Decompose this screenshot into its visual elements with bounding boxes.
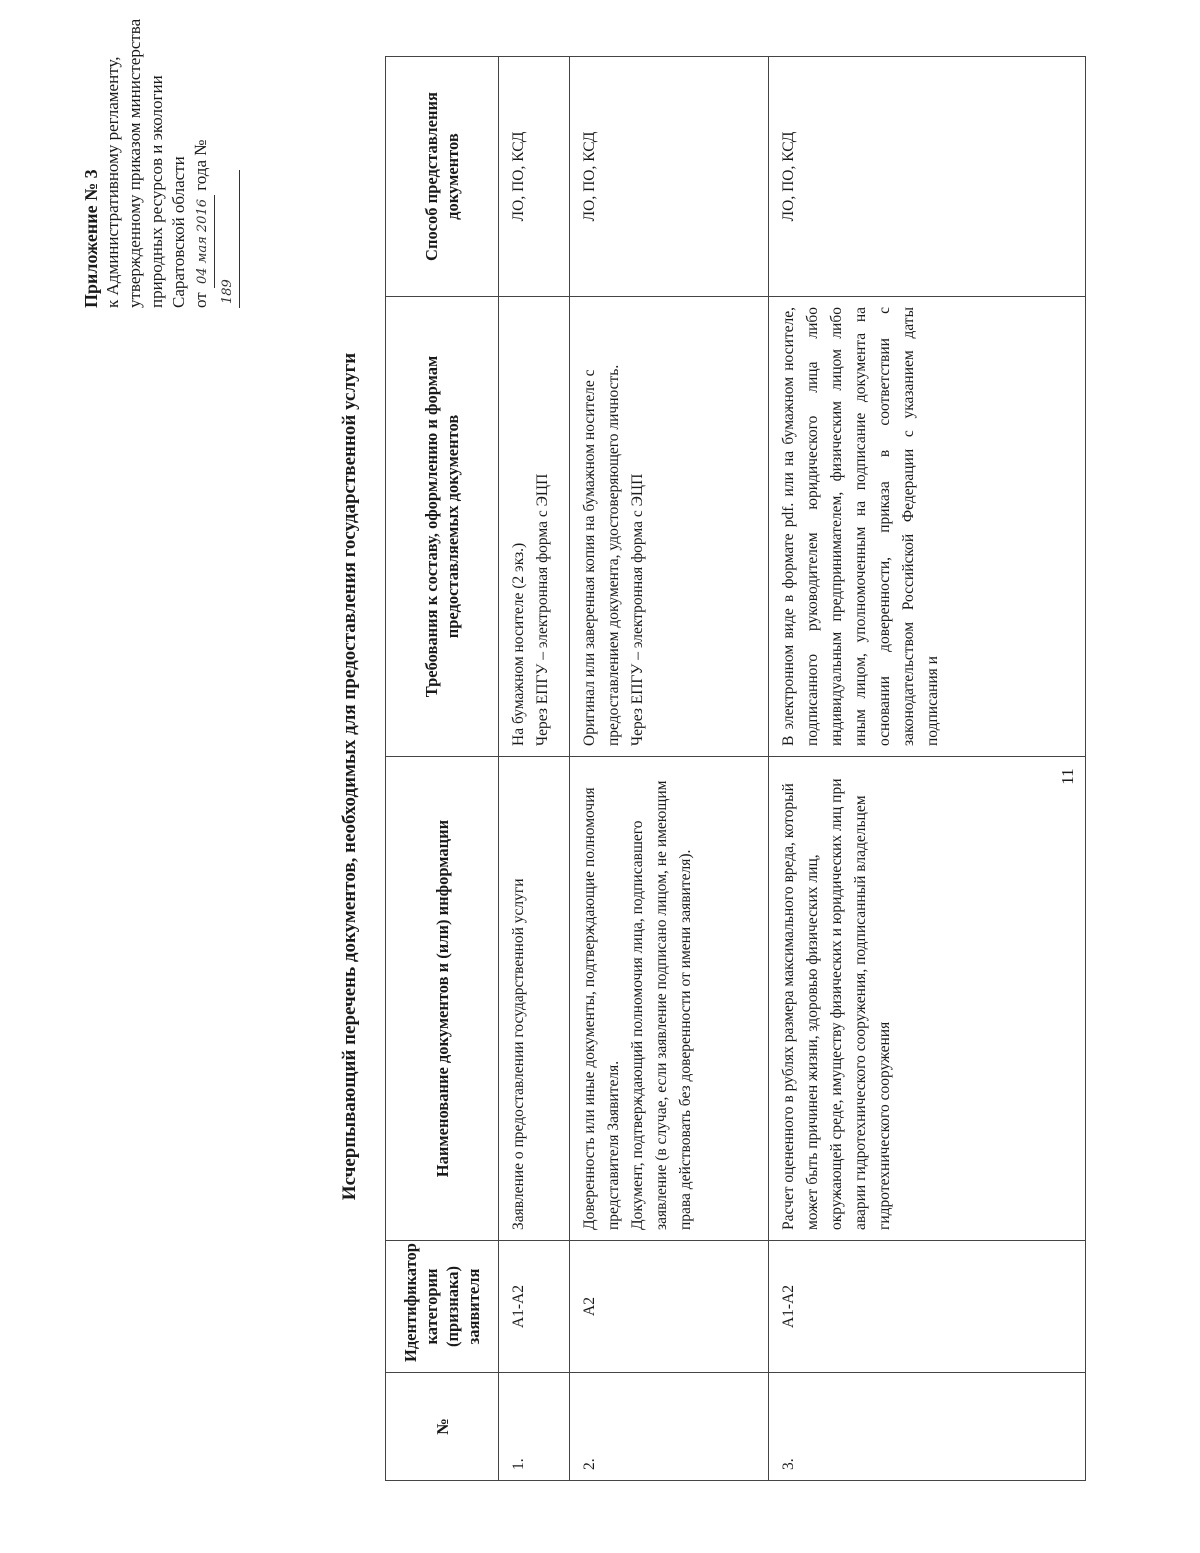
row-number: 1. [499, 1373, 570, 1481]
requirements [499, 297, 570, 757]
document-name [769, 757, 1086, 1241]
requirement-line: Оригинал или заверенная копия на бумажном носителе с предоставлением документа, удостоверяющего личность. [581, 364, 622, 746]
document-name-line: Документ, подтверждающий полномочия лица, подписавшего заявление (в случае, если заявление подписано лицом, не имеющим права действовать без доверенности от имени заявителя). [629, 780, 694, 1230]
requirement-line: На бумажном носителе (2 экз.) [510, 542, 527, 746]
handwritten-date: 04 мая 2016 [195, 199, 210, 285]
header-submission-method: Способ представления документов [386, 57, 499, 297]
requirement-line: В электронном виде в формате pdf. или на бумажном носителе, подписанного руководителем юридического лица либо индивидуальным предпринимателем, физическим лицом либо иным лицом, уполномоченным на подписание документа на основании доверенности, приказа в соответствии с законодательством Российской Федерации с указанием даты подписания и [780, 307, 941, 746]
header-num: № [386, 1373, 499, 1481]
appendix-block [80, 8, 240, 308]
row-number: 3. [769, 1373, 1086, 1481]
appendix-date-line [190, 8, 240, 308]
page-number: 11 [1058, 768, 1077, 785]
requirements [570, 297, 769, 757]
header-requirements: Требования к составу, оформлению и формам предоставляемых документов [386, 297, 499, 757]
appendix-line-1: к Административному регламенту, [103, 56, 122, 308]
document-name-line: Расчет оцененного в рублях размера максимального вреда, который может быть причинен жизни, здоровью физических лиц, окружающей среде, имуществу физических и юридических лиц при аварии гидротехнического сооружения, подписанный владельцем гидротехнического сооружения [780, 778, 893, 1230]
appendix-line-2: утвержденному приказом министерства [125, 18, 144, 308]
handwritten-number: 189 [220, 279, 235, 304]
submission-method: ЛО, ПО, КСД [769, 57, 1086, 297]
applicant-category: А1-А2 [499, 1241, 570, 1373]
requirements [769, 297, 1086, 757]
document-name-line: Заявление о предоставлении государственной услуги [510, 878, 527, 1230]
row-number: 2. [570, 1373, 769, 1481]
table-header-row [386, 57, 499, 1481]
submission-method: ЛО, ПО, КСД [570, 57, 769, 297]
document-name-line: Доверенность или иные документы, подтверждающие полномочия представителя Заявителя. [581, 787, 622, 1230]
applicant-category: А2 [570, 1241, 769, 1373]
documents-table [385, 56, 1086, 1481]
appendix-line-3: природных ресурсов и экологии [147, 75, 166, 308]
appendix-title: Приложение № 3 [81, 169, 101, 308]
table-row [499, 57, 570, 1481]
header-document-name: Наименование документов и (или) информации [386, 757, 499, 1241]
header-applicant-id: Идентификатор категории (признака) заявителя [386, 1241, 499, 1373]
table-row [769, 57, 1086, 1481]
document-name [499, 757, 570, 1241]
requirement-line: Через ЕПГУ – электронная форма с ЭЦП [534, 473, 551, 746]
submission-method: ЛО, ПО, КСД [499, 57, 570, 297]
number-label: № [191, 139, 210, 156]
year-label: года [191, 159, 210, 191]
document-name [570, 757, 769, 1241]
table-row [570, 57, 769, 1481]
applicant-category: А1-А2 [769, 1241, 1086, 1373]
document-title: Исчерпывающий перечень документов, необходимых для предоставления государственной услуги [339, 352, 360, 1201]
appendix-line-4: Саратовской области [169, 156, 188, 308]
from-label: от [191, 292, 210, 308]
requirement-line: Через ЕПГУ – электронная форма с ЭЦП [629, 473, 646, 746]
